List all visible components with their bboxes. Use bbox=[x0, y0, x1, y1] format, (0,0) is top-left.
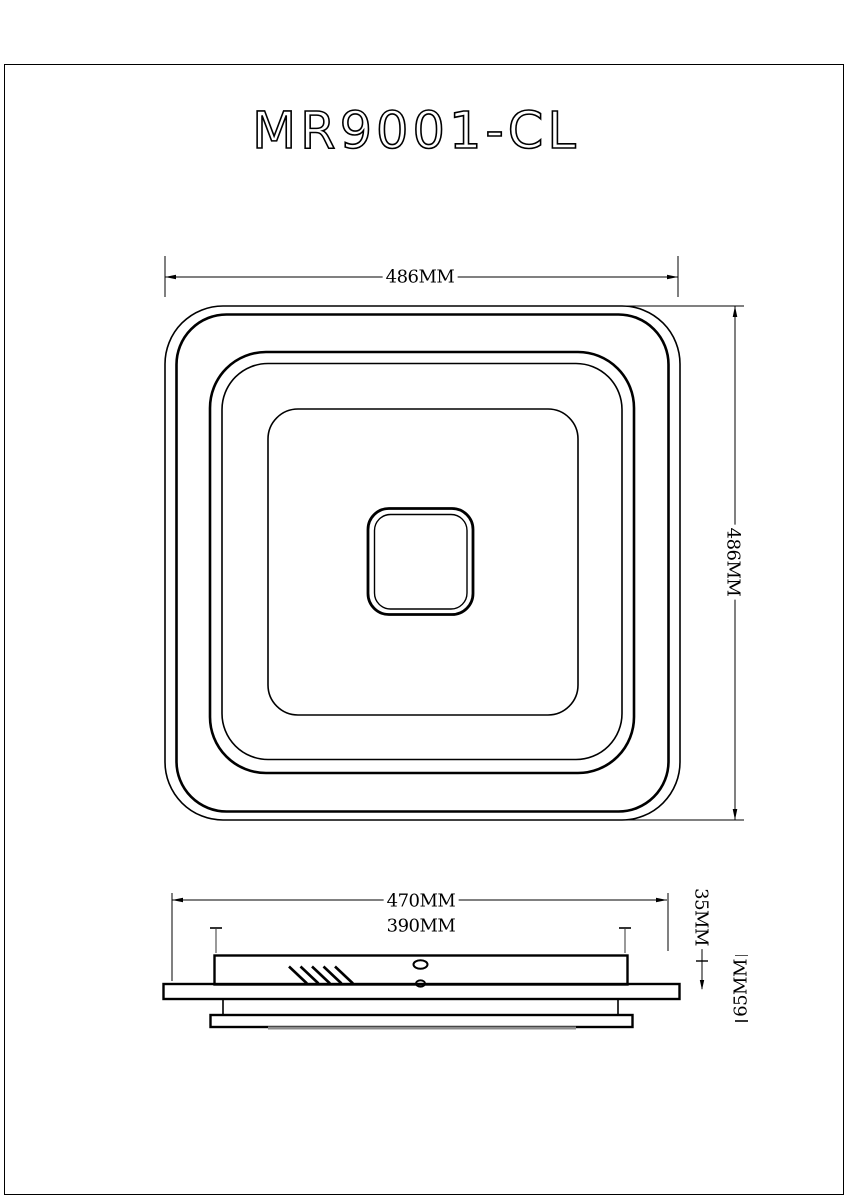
hatch-marks bbox=[289, 967, 353, 984]
side-outer-width-label: 470MM bbox=[384, 891, 459, 912]
arrowhead-right bbox=[667, 275, 678, 280]
lamp-outer-inner-edge bbox=[177, 315, 669, 812]
side-upper-height-label: 35MM bbox=[691, 885, 712, 949]
lamp-center-square-outer bbox=[368, 509, 473, 615]
arrowhead-bottom bbox=[733, 809, 738, 820]
arrowhead-left bbox=[172, 898, 183, 902]
arrowhead-left bbox=[165, 275, 176, 280]
lamp-middle-ring-outer bbox=[210, 352, 634, 773]
lamp-outer-edge bbox=[165, 306, 680, 820]
side-inner-width-label: 390MM bbox=[384, 916, 459, 937]
side-total-height-label: 65MM bbox=[731, 956, 752, 1020]
screw-hole-upper bbox=[414, 960, 428, 968]
arrowhead-bottom bbox=[700, 980, 704, 990]
side-view bbox=[164, 956, 680, 1029]
top-height-label: 486MM bbox=[723, 525, 744, 600]
drawing-title: MR9001-CL bbox=[252, 102, 580, 161]
top-width-label: 486MM bbox=[383, 267, 458, 288]
arrowhead-top bbox=[733, 306, 738, 317]
lamp-center-square-inner bbox=[375, 515, 468, 610]
side-upper-height-dimension bbox=[696, 944, 708, 990]
top-view bbox=[165, 306, 680, 820]
diffuser-plate bbox=[211, 1015, 633, 1027]
arrowhead-right bbox=[656, 898, 667, 902]
lamp-inner-panel-edge bbox=[268, 409, 578, 715]
lamp-middle-ring-inner bbox=[222, 364, 622, 760]
